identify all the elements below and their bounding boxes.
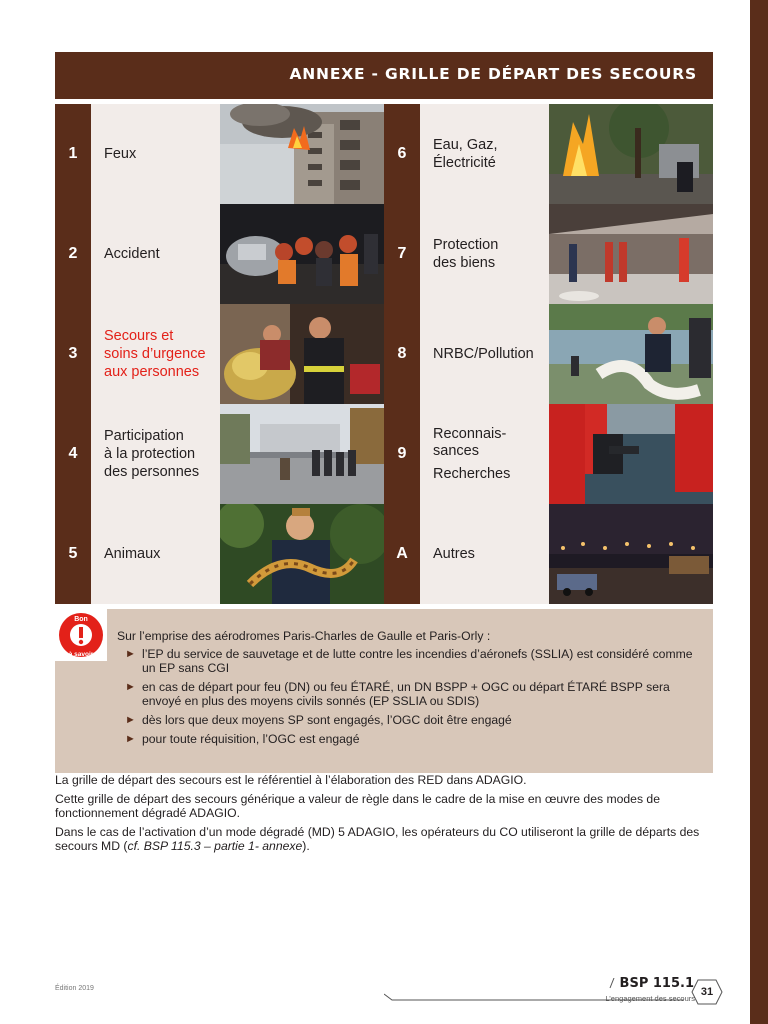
cell-number: A — [384, 504, 420, 604]
fire-photo — [220, 104, 384, 204]
bullet-arrow-icon: ► — [125, 648, 136, 660]
cell-label — [91, 104, 220, 204]
cell-label-line: soins d’urgence — [104, 346, 206, 362]
grid-cell-4 — [55, 404, 384, 504]
cell-label-line: des biens — [433, 255, 496, 271]
cell-label — [91, 304, 220, 404]
notice-intro: Sur l’emprise des aérodromes Paris-Charles de Gaulle et Paris-Orly : — [117, 629, 491, 643]
cell-number: 1 — [55, 104, 91, 204]
cell-label-line: Protection — [433, 237, 499, 253]
grid-cell-3 — [55, 304, 384, 404]
grid-cell-2 — [55, 204, 384, 304]
notice-bullet-text: l’EP du service de sauvetage et de lutte contre les incendies d’aéronefs (SSLIA) est considéré comme un EP sans CGI — [142, 647, 693, 675]
cell-number: 6 — [384, 104, 420, 204]
notice-icon-text-top: Bon — [74, 616, 88, 623]
night-photo — [549, 504, 713, 604]
cell-label — [420, 304, 549, 404]
search-photo — [549, 404, 713, 504]
notice-bullet — [117, 732, 707, 746]
gas-fire-photo — [549, 104, 713, 204]
body-paragraph: La grille de départ des secours est le référentiel à l’élaboration des RED dans ADAGIO. — [55, 773, 527, 787]
notice-bullet — [117, 713, 707, 727]
title-bar — [55, 52, 713, 99]
accident-photo — [220, 204, 384, 304]
notice-icon-wrap — [55, 609, 107, 661]
departure-grid — [55, 104, 713, 604]
notice-bullet — [117, 680, 707, 708]
side-bar — [750, 0, 768, 1024]
cell-label-line: Animaux — [104, 546, 161, 562]
notice-bullet-text: pour toute réquisition, l’OGC est engagé — [142, 732, 360, 746]
grid-cell-8 — [384, 304, 713, 404]
body-text-segment: Dans le cas de l’activation d’un mode dégradé (MD) 5 ADAGIO, les opérateurs du CO utiliseront la grille de départs des secours MD ( — [55, 825, 700, 853]
cell-number: 3 — [55, 304, 91, 404]
cell-label-line: des personnes — [104, 464, 200, 480]
cell-number: 8 — [384, 304, 420, 404]
cell-label-line: Recherches — [433, 465, 511, 482]
notice-box — [55, 609, 713, 773]
cell-label-line: Eau, Gaz, — [433, 137, 498, 153]
cell-number: 9 — [384, 404, 420, 504]
bullet-arrow-icon: ► — [125, 733, 136, 745]
notice-bullet — [117, 647, 707, 675]
grid-cell-a — [384, 504, 713, 604]
cell-number: 7 — [384, 204, 420, 304]
cell-label — [91, 204, 220, 304]
cell-label — [420, 104, 549, 204]
cell-number: 5 — [55, 504, 91, 604]
body-text — [55, 773, 715, 858]
body-reference: cf. BSP 115.3 – partie 1- annexe — [127, 839, 303, 853]
cell-label-line: Reconnais- — [433, 425, 507, 442]
cell-label-line: Électricité — [433, 155, 496, 171]
document-subtitle: L’engagement des secours — [605, 994, 695, 1003]
cell-label-line: aux personnes — [104, 364, 200, 380]
cell-label-line: Secours et — [104, 328, 174, 344]
cell-label-line: Participation — [104, 428, 184, 444]
grid-cell-6 — [384, 104, 713, 204]
page-title: ANNEXE - GRILLE DE DÉPART DES SECOURS — [289, 65, 697, 83]
cell-label-line: NRBC/Pollution — [433, 346, 534, 362]
document-code: BSP 115.1 — [619, 976, 694, 991]
cell-label-line: Autres — [433, 546, 475, 562]
notice-bullet-text: en cas de départ pour feu (DN) ou feu ÉTARÉ, un DN BSPP + OGC ou départ ÉTARÉ BSPP sera envoyé en plus des moyens civils sonnés (EP SSLIA ou SDIS) — [142, 680, 670, 708]
grid-cell-7 — [384, 204, 713, 304]
grid-cell-1 — [55, 104, 384, 204]
pollution-photo — [549, 304, 713, 404]
grid-cell-9 — [384, 404, 713, 504]
body-text-segment: ). — [302, 839, 310, 853]
bullet-arrow-icon: ► — [125, 681, 136, 693]
notice-bullet-text: dès lors que deux moyens SP sont engagés, l’OGC doit être engagé — [142, 713, 512, 727]
cell-label — [91, 504, 220, 604]
cell-label-line: sances — [433, 442, 479, 459]
page-number: 31 — [700, 986, 714, 998]
body-paragraph — [55, 825, 715, 853]
street-photo — [220, 404, 384, 504]
cell-label — [420, 204, 549, 304]
cell-label-line: Feux — [104, 146, 137, 162]
cell-number: 2 — [55, 204, 91, 304]
notice-text — [117, 629, 707, 751]
cell-label — [91, 404, 220, 504]
property-photo — [549, 204, 713, 304]
bullet-arrow-icon: ► — [125, 714, 136, 726]
snake-photo — [220, 504, 384, 604]
notice-icon-text-bottom: à savoir — [68, 651, 94, 658]
rescue-photo — [220, 304, 384, 404]
cell-number: 4 — [55, 404, 91, 504]
cell-label-line: Accident — [104, 246, 160, 262]
grid-cell-5 — [55, 504, 384, 604]
cell-label-line: à la protection — [104, 446, 196, 462]
cell-label — [420, 404, 549, 504]
good-to-know-icon — [55, 609, 107, 661]
body-paragraph: Cette grille de départ des secours générique a valeur de règle dans le cadre de la mise en œuvre des modes de fonctionnement dégradé ADAGIO. — [55, 792, 660, 820]
cell-label — [420, 504, 549, 604]
edition-label: Édition 2019 — [55, 985, 94, 992]
